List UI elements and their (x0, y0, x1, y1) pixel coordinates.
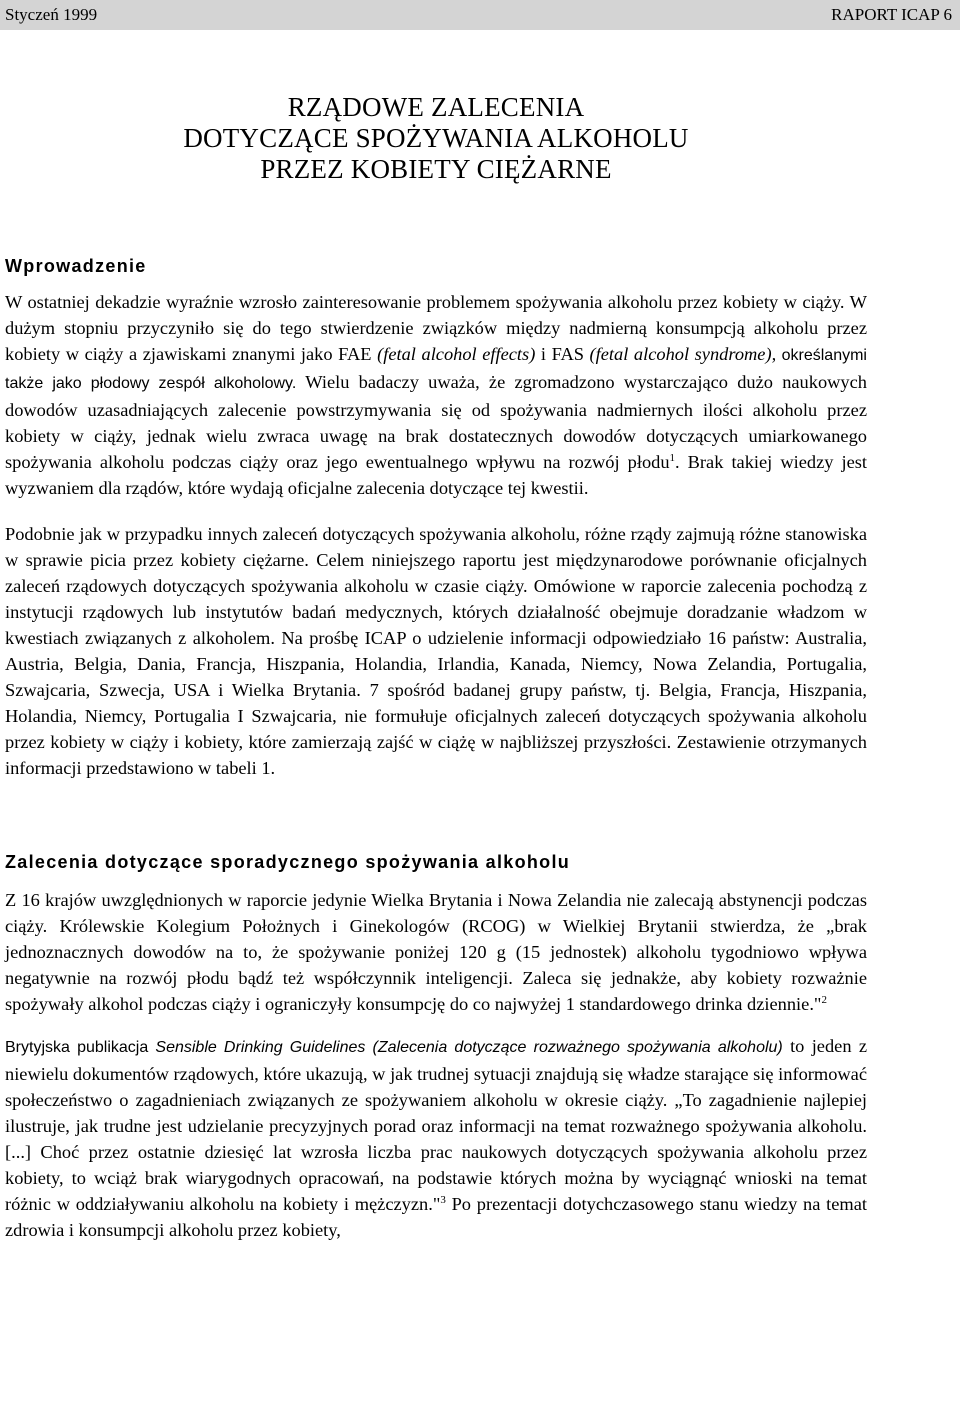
paragraph-intro-1 (5, 289, 867, 501)
footnote-ref-1: 1 (669, 451, 676, 464)
page-header (0, 0, 960, 30)
title-line-2: DOTYCZĄCE SPOŻYWANIA ALKOHOLU (183, 123, 689, 153)
text-run-italic: (fetal alcohol effects) (377, 344, 536, 364)
text-run: Brytyjska publikacja (5, 1039, 156, 1056)
footnote-ref-2: 2 (821, 993, 827, 1006)
document-title (5, 92, 867, 185)
text-run: Wielu badaczy uważa, że zgromadzono wystarczająco dużo naukowych dowodów uzasadniających zalecenie powstrzymywania się od spożywania nadmiernych ilości alkoholu przez kobiety w ciąży, jednak wielu zwraca uwagę na brak dostatecznych dowodów dotyczących umiarkowanego spożywania alkoholu podczas ciąży oraz jego ewentualnego wpływu na rozwój płodu (5, 372, 867, 472)
section-heading-introduction: Wprowadzenie (5, 256, 147, 276)
title-line-1: RZĄDOWE ZALECENIA (287, 92, 585, 122)
footnote-ref-3: 3 (440, 1193, 446, 1206)
text-run: i FAS (535, 344, 590, 364)
header-report-number: RAPORT ICAP 6 (831, 5, 952, 24)
text-run: Z 16 krajów uwzględnionych w raporcie jedynie Wielka Brytania i Nowa Zelandia nie zalecają abstynencji podczas ciąży. Królewskie Kolegium Położnych i Ginekologów (RCOG) w Wielkiej Brytanii stwierdza, że „brak jednoznacznych dowodów na to, że spożywanie poniżej 120 g (15 jednostek) alkoholu tygodniowo wpływa negatywnie na rozwój płodu bądź też współczynnik inteligencji. Zaleca się jednakże, aby kobiety rozważnie spożywały alkohol podczas ciąży i ograniczyły konsumpcję do co najwyżej 1 standardowego drinka dziennie." (5, 890, 867, 1014)
header-date: Styczeń 1999 (5, 5, 98, 24)
text-run: Po prezentacji dotychczasowego stanu wiedzy na temat zdrowia i konsumpcji alkoholu przez kobiety, (5, 1194, 867, 1240)
section-heading-occasional-drinking: Zalecenia dotyczące sporadycznego spożywania alkoholu (5, 852, 571, 872)
text-run: . Brak takiej wiedzy jest wyzwaniem dla rządów, które wydają oficjalne zalecenia dotyczące tej kwestii. (5, 452, 867, 498)
title-line-3: PRZEZ KOBIETY CIĘŻARNE (260, 154, 612, 184)
document-body (5, 30, 867, 1243)
publication-title: Sensible Drinking Guidelines (Zalecenia dotyczące rozważnego spożywania alkoholu) (155, 1039, 783, 1056)
text-run: W ostatniej dekadzie wyraźnie wzrosło zainteresowanie problemem spożywania alkoholu przez kobiety w ciąży. W dużym stopniu przyczyniło się do tego stwierdzenie związków między nadmierną konsumpcją alkoholu przez kobiety w ciąży a zjawiskami znanymi jako FAE (5, 292, 867, 364)
paragraph-section2-1 (5, 887, 867, 1017)
text-run-italic: (fetal alcohol syndrome), (589, 344, 777, 364)
paragraph-section2-2 (5, 1033, 867, 1243)
text-run: określanymi także jako płodowy zespół alkoholowy. (5, 347, 867, 392)
text-run: to jeden z niewielu dokumentów rządowych, które ukazują, w jak trudnej sytuacji znajdują się władze starające się informować społeczeństwo o zagadnieniach związanych ze spożywaniem alkoholu w okresie ciąży. „To zagadnienie najlepiej ilustruje, jak trudne jest udzielanie precyzyjnych porad oraz informacji na temat rozważnego spożywania alkoholu. [...] Choć przez ostatnie dziesięć lat wzrosła liczba prac naukowych dotyczących spożywania alkoholu przez kobiety, to wciąż brak wiarygodnych opracowań, na podstawie których można by wyciągnąć wnioski na temat różnic w oddziaływaniu alkoholu na kobiety i mężczyzn." (5, 1036, 867, 1214)
paragraph-intro-2: Podobnie jak w przypadku innych zaleceń dotyczących spożywania alkoholu, różne rządy zajmują różne stanowiska w sprawie picia przez kobiety ciężarne. Celem niniejszego raportu jest międzynarodowe porównanie oficjalnych zaleceń rządowych dotyczących spożywania alkoholu w czasie ciąży. Omówione w raporcie zalecenia pochodzą z instytucji rządowych lub instytutów badań medycznych, których działalność obejmuje doradzanie władzom w kwestiach związanych z alkoholem. Na prośbę ICAP o udzielenie informacji odpowiedziało 16 państw: Australia, Austria, Belgia, Dania, Francja, Hiszpania, Holandia, Irlandia, Kanada, Niemcy, Nowa Zelandia, Portugalia, Szwajcaria, Szwecja, USA i Wielka Brytania. 7 spośród badanej grupy państw, tj. Belgia, Francja, Hiszpania, Holandia, Niemcy, Portugalia I Szwajcaria, nie formułuje oficjalnych zaleceń dotyczących spożywania alkoholu przez kobiety w ciąży i kobiety, które zamierzają zajść w ciążę w najbliższej przyszłości. Zestawienie otrzymanych informacji przedstawiono w tabeli 1. (5, 524, 867, 778)
